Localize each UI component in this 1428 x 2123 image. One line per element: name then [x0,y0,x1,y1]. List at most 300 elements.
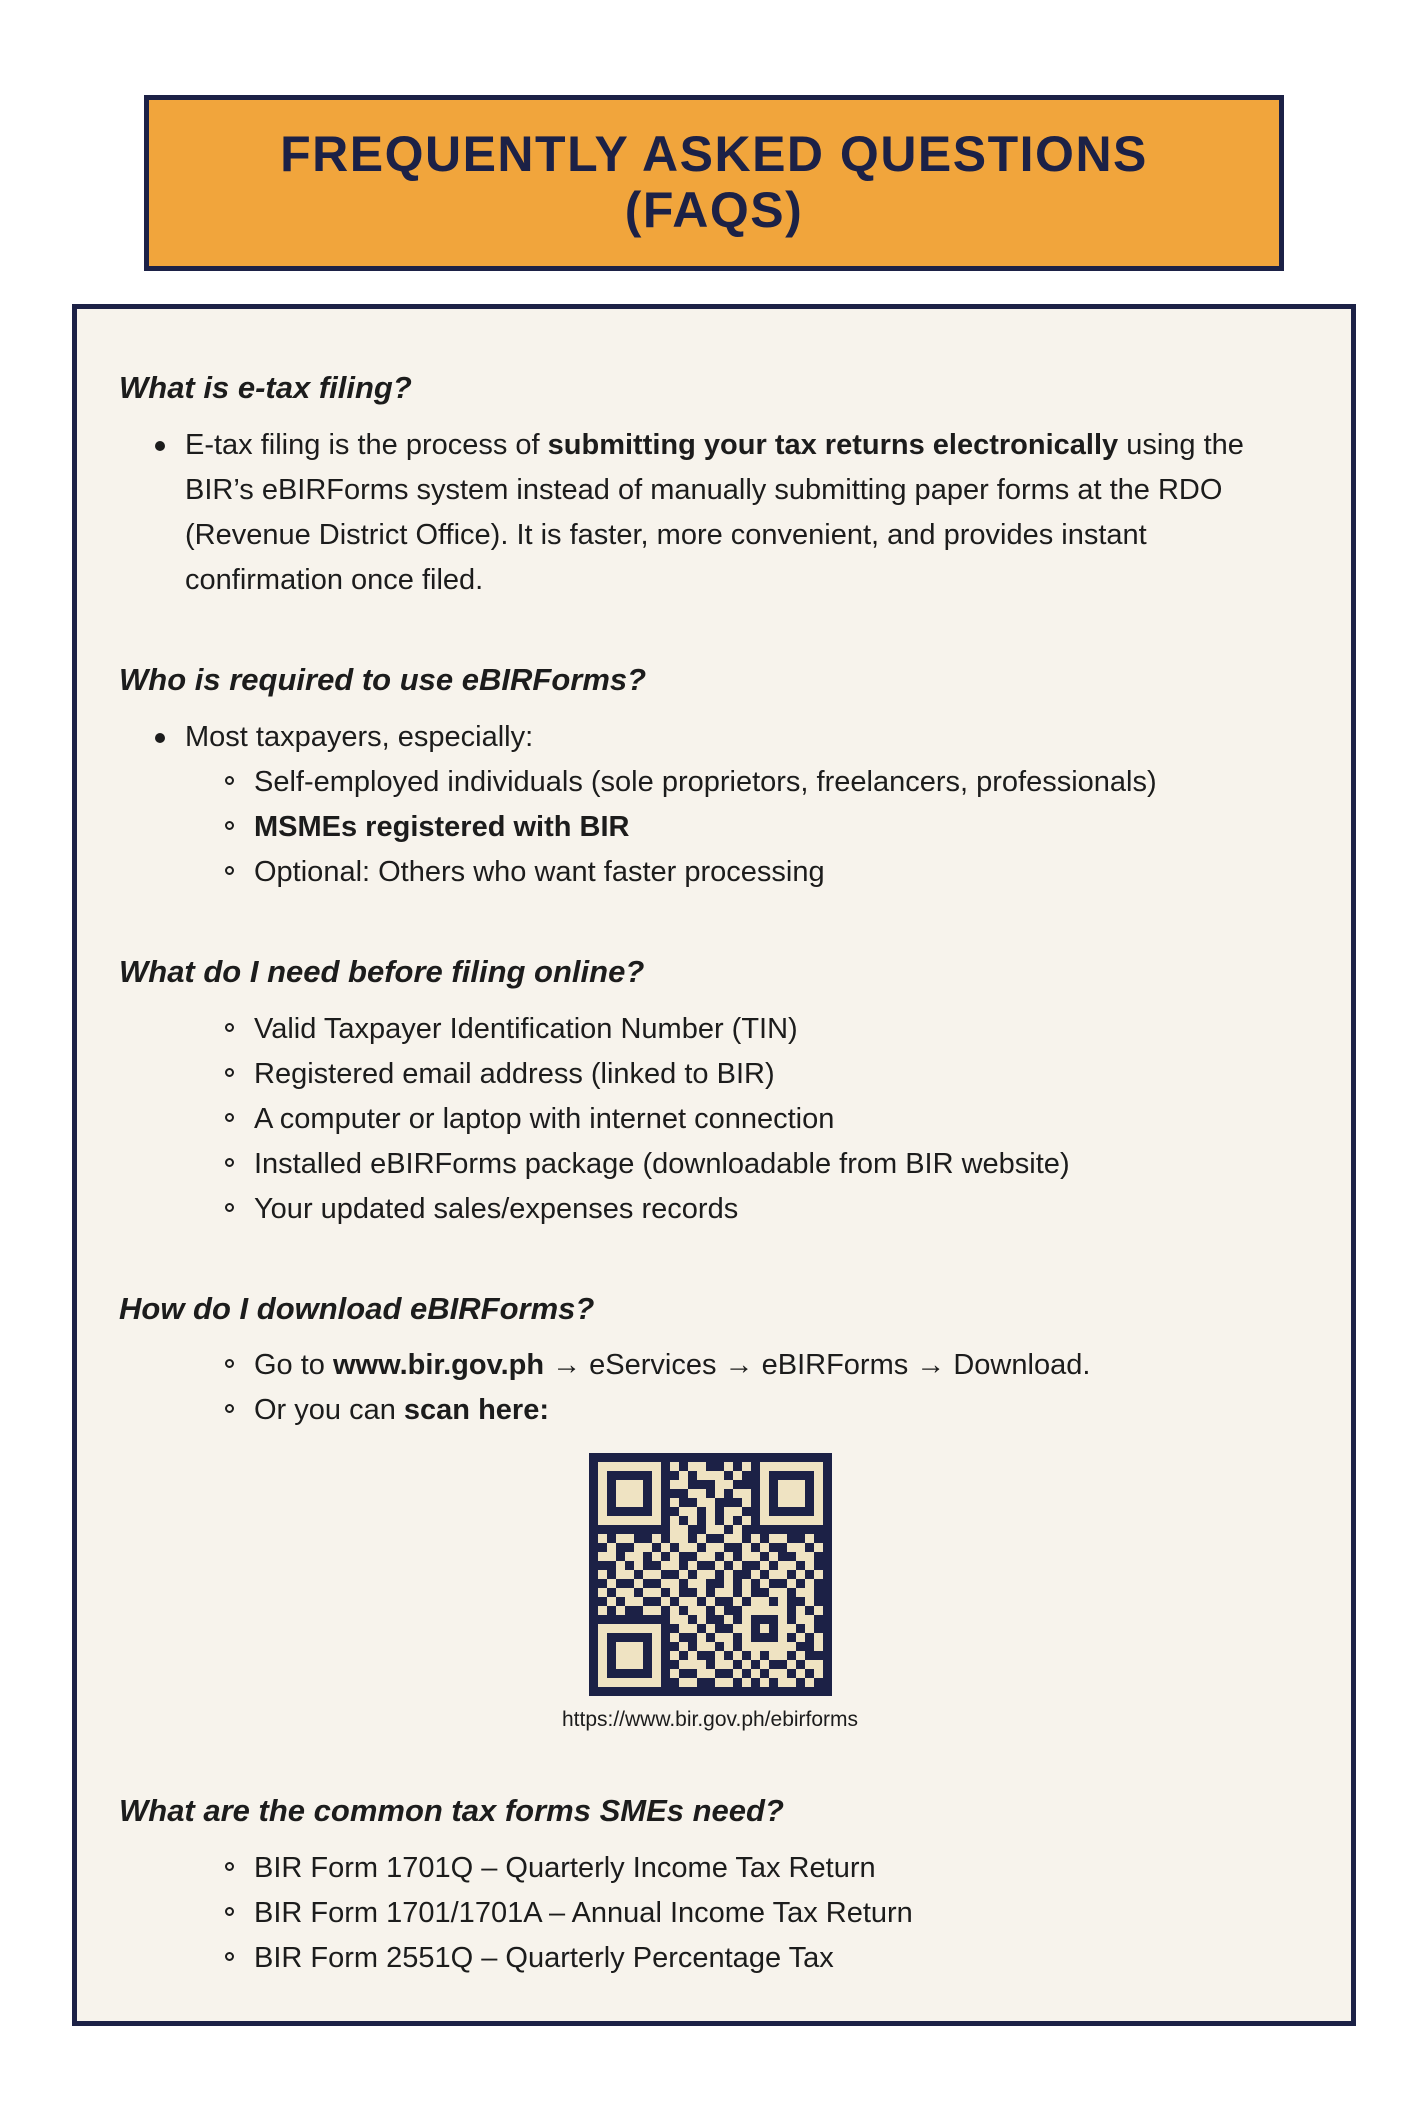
qr-module [625,1651,634,1660]
qr-module [670,1579,679,1588]
qr-module [697,1624,706,1633]
qr-module [679,1579,688,1588]
faq-section [119,1288,1301,1734]
qr-module [625,1633,634,1642]
qr-module [733,1633,742,1642]
qr-module [805,1660,814,1669]
qr-module [778,1615,787,1624]
qr-module [805,1579,814,1588]
qr-module [697,1579,706,1588]
qr-module [643,1597,652,1606]
qr-module [742,1561,751,1570]
faq-heading: What do I need before filing online? [119,953,645,989]
qr-module [796,1615,805,1624]
qr-module [661,1498,670,1507]
qr-module [688,1615,697,1624]
qr-module [661,1651,670,1660]
qr-module [616,1579,625,1588]
qr-module [607,1678,616,1687]
qr-module [760,1579,769,1588]
qr-module [715,1678,724,1687]
qr-module [805,1516,814,1525]
qr-module [742,1516,751,1525]
qr-module [796,1516,805,1525]
page [0,95,1428,2123]
qr-module [733,1579,742,1588]
qr-module [787,1570,796,1579]
qr-module [607,1642,616,1651]
qr-module [814,1498,823,1507]
qr-module [805,1543,814,1552]
qr-module [787,1561,796,1570]
qr-module [760,1570,769,1579]
qr-module [760,1516,769,1525]
qr-module [769,1552,778,1561]
qr-module [634,1498,643,1507]
qr-module [760,1480,769,1489]
faq-section [119,951,1301,1232]
qr-module [670,1606,679,1615]
qr-module [814,1480,823,1489]
qr-module [697,1678,706,1687]
qr-module [625,1579,634,1588]
qr-module [697,1615,706,1624]
qr-module [688,1588,697,1597]
qr-module [706,1660,715,1669]
qr-module [769,1498,778,1507]
qr-module [634,1552,643,1561]
qr-module [688,1606,697,1615]
qr-module [724,1489,733,1498]
qr-module [742,1606,751,1615]
qr-module [796,1534,805,1543]
qr-module [643,1489,652,1498]
qr-module [769,1507,778,1516]
qr-module [688,1624,697,1633]
qr-module [643,1669,652,1678]
qr-module [661,1678,670,1687]
qr-module [697,1570,706,1579]
qr-module [733,1660,742,1669]
qr-module [598,1507,607,1516]
banner-title-line1: FREQUENTLY ASKED QUESTIONS [280,126,1148,182]
qr-module [805,1642,814,1651]
qr-module [715,1471,724,1480]
qr-module [679,1651,688,1660]
qr-module [787,1615,796,1624]
qr-module [706,1606,715,1615]
qr-module [805,1462,814,1471]
qr-module [733,1489,742,1498]
qr-module [670,1642,679,1651]
qr-module [724,1606,733,1615]
qr-module [760,1660,769,1669]
qr-module [661,1570,670,1579]
qr-module [733,1624,742,1633]
list-item-text: E-tax filing is the process of submitting your tax returns electronically using the BIR’s eBIRForms system instead of manually submitting paper forms at the RDO (Revenue District Office). It is faster, more convenient, and provides instant confirmation once filed. [185,428,1244,596]
qr-module [625,1462,634,1471]
list-item-text: Self-employed individuals (sole proprietors, freelancers, professionals) [254,765,1157,798]
qr-module [715,1597,724,1606]
qr-module [715,1606,724,1615]
qr-module [679,1642,688,1651]
qr-module [607,1651,616,1660]
qr-module [598,1615,607,1624]
qr-module [814,1633,823,1642]
qr-module [670,1534,679,1543]
qr-module [670,1633,679,1642]
qr-module [706,1669,715,1678]
qr-module [706,1543,715,1552]
list-item-text: Installed eBIRForms package (downloadable from BIR website) [254,1147,1070,1180]
qr-module [733,1597,742,1606]
qr-module [661,1516,670,1525]
qr-module [607,1480,616,1489]
qr-module [688,1462,697,1471]
qr-module [625,1597,634,1606]
qr-module [616,1462,625,1471]
qr-module [688,1516,697,1525]
qr-module [769,1678,778,1687]
qr-module [769,1606,778,1615]
qr-module [760,1498,769,1507]
qr-module [724,1561,733,1570]
qr-module [724,1471,733,1480]
qr-module [751,1561,760,1570]
qr-module [724,1516,733,1525]
qr-module [616,1471,625,1480]
qr-module [634,1516,643,1525]
qr-module [688,1534,697,1543]
qr-module [706,1552,715,1561]
qr-module [625,1678,634,1687]
qr-module [706,1570,715,1579]
qr-module [787,1588,796,1597]
qr-module [688,1669,697,1678]
qr-module [652,1534,661,1543]
qr-module [616,1678,625,1687]
qr-module [742,1642,751,1651]
qr-module [697,1552,706,1561]
qr-module [706,1507,715,1516]
qr-module [625,1543,634,1552]
qr-module [715,1669,724,1678]
qr-module [733,1615,742,1624]
qr-module [796,1633,805,1642]
qr-module [715,1534,724,1543]
qr-module [733,1507,742,1516]
qr-module [778,1660,787,1669]
qr-module [598,1570,607,1579]
qr-module [607,1588,616,1597]
qr-module [679,1570,688,1579]
qr-module [787,1471,796,1480]
qr-module [697,1516,706,1525]
qr-module [769,1624,778,1633]
qr-module [769,1633,778,1642]
qr-module [643,1579,652,1588]
qr-module [661,1615,670,1624]
qr-module [607,1489,616,1498]
qr-module [670,1615,679,1624]
qr-module [814,1570,823,1579]
qr-module [643,1642,652,1651]
qr-module [670,1507,679,1516]
qr-module [661,1588,670,1597]
bullet-circle-icon [225,1907,234,1916]
qr-module [688,1507,697,1516]
qr-module [652,1669,661,1678]
qr-module [751,1480,760,1489]
qr-module [706,1678,715,1687]
qr-module [634,1507,643,1516]
qr-module [814,1615,823,1624]
qr-module [634,1480,643,1489]
qr-module [814,1597,823,1606]
qr-module [796,1462,805,1471]
bullet-circle-icon [225,866,234,875]
qr-module [733,1471,742,1480]
qr-module [787,1624,796,1633]
qr-module [679,1660,688,1669]
qr-module [706,1462,715,1471]
qr-module [814,1489,823,1498]
qr-module [643,1471,652,1480]
qr-module [733,1516,742,1525]
qr-module [607,1462,616,1471]
qr-module [679,1543,688,1552]
qr-module [805,1480,814,1489]
qr-module [814,1516,823,1525]
qr-module [805,1615,814,1624]
qr-module [805,1561,814,1570]
qr-module [670,1543,679,1552]
banner-title-line2: (FAQS) [624,182,804,238]
list-item [225,1142,1301,1187]
qr-module [760,1606,769,1615]
qr-module [688,1597,697,1606]
qr-module [643,1534,652,1543]
qr-module [598,1543,607,1552]
qr-module [607,1615,616,1624]
list-item [225,805,1301,850]
qr-module [778,1561,787,1570]
qr-module [751,1633,760,1642]
qr-module [814,1588,823,1597]
qr-module [742,1489,751,1498]
qr-module [760,1615,769,1624]
qr-module [697,1525,706,1534]
qr-module [679,1597,688,1606]
qr-module [787,1543,796,1552]
qr-module [814,1552,823,1561]
qr-module [598,1633,607,1642]
qr-module [796,1471,805,1480]
qr-module [742,1588,751,1597]
qr-module [625,1570,634,1579]
qr-module [607,1570,616,1579]
qr-module [616,1624,625,1633]
qr-module [706,1597,715,1606]
qr-module [787,1633,796,1642]
qr-module [643,1480,652,1489]
qr-module [697,1543,706,1552]
qr-module [787,1669,796,1678]
qr-module [724,1660,733,1669]
qr-module [733,1498,742,1507]
qr-module [706,1561,715,1570]
qr-module [607,1525,616,1534]
qr-module [652,1579,661,1588]
qr-module [796,1552,805,1561]
qr-module [688,1651,697,1660]
qr-module [697,1471,706,1480]
qr-module [652,1543,661,1552]
qr-module [616,1534,625,1543]
bullet-circle-icon [225,821,234,830]
qr-module [616,1543,625,1552]
faq-sections [119,367,1301,1981]
qr-module [670,1498,679,1507]
qr-module [706,1534,715,1543]
qr-module [787,1498,796,1507]
qr-module [778,1480,787,1489]
qr-module [814,1579,823,1588]
qr-module [607,1669,616,1678]
qr-module [643,1588,652,1597]
qr-module [769,1597,778,1606]
qr-module [625,1660,634,1669]
qr-module [814,1525,823,1534]
qr-module [634,1570,643,1579]
qr-module [751,1498,760,1507]
qr-module [769,1516,778,1525]
qr-module [751,1624,760,1633]
qr-module [769,1570,778,1579]
qr-module [787,1462,796,1471]
qr-module [751,1543,760,1552]
qr-module [733,1534,742,1543]
qr-module [769,1534,778,1543]
qr-module [634,1579,643,1588]
qr-module [679,1678,688,1687]
qr-module [616,1633,625,1642]
qr-module [625,1642,634,1651]
qr-module [760,1552,769,1561]
qr-module [706,1633,715,1642]
qr-code [589,1453,832,1696]
qr-module [778,1498,787,1507]
qr-module [715,1552,724,1561]
qr-module [751,1588,760,1597]
qr-module [796,1543,805,1552]
qr-module [733,1588,742,1597]
qr-module [598,1642,607,1651]
qr-module [787,1552,796,1561]
qr-module [607,1606,616,1615]
qr-module [724,1480,733,1489]
qr-module [805,1588,814,1597]
qr-module [742,1660,751,1669]
qr-module [598,1471,607,1480]
qr-module [670,1651,679,1660]
qr-module [760,1588,769,1597]
qr-module [742,1570,751,1579]
qr-module [706,1642,715,1651]
qr-module [787,1507,796,1516]
bullet-circle-icon [225,1862,234,1871]
qr-module [805,1534,814,1543]
qr-module [805,1651,814,1660]
list-item [225,1097,1301,1142]
qr-module [787,1480,796,1489]
qr-module [805,1624,814,1633]
qr-module [652,1561,661,1570]
qr-module [616,1516,625,1525]
qr-module [715,1615,724,1624]
qr-module [814,1678,823,1687]
qr-module [778,1507,787,1516]
bullet-circle-icon [225,1203,234,1212]
qr-module [778,1516,787,1525]
qr-module [751,1534,760,1543]
qr-module [634,1489,643,1498]
qr-module [751,1669,760,1678]
qr-module [661,1633,670,1642]
qr-module [697,1480,706,1489]
qr-module [751,1678,760,1687]
qr-module [778,1462,787,1471]
qr-module [715,1516,724,1525]
qr-module [625,1624,634,1633]
qr-module [814,1651,823,1660]
qr-module [769,1579,778,1588]
qr-module [625,1507,634,1516]
qr-module [742,1552,751,1561]
qr-module [679,1561,688,1570]
qr-module [688,1678,697,1687]
qr-module [679,1498,688,1507]
qr-module [769,1480,778,1489]
qr-module [625,1606,634,1615]
qr-module [814,1507,823,1516]
qr-module [652,1552,661,1561]
qr-module [796,1489,805,1498]
qr-module [670,1525,679,1534]
qr-module [598,1678,607,1687]
qr-module [787,1579,796,1588]
qr-module [616,1480,625,1489]
qr-module [688,1633,697,1642]
qr-module [652,1489,661,1498]
qr-module [733,1525,742,1534]
qr-module [643,1624,652,1633]
qr-module [805,1633,814,1642]
qr-module [769,1615,778,1624]
qr-module [634,1624,643,1633]
qr-module [751,1507,760,1516]
qr-module [769,1660,778,1669]
qr-module [688,1570,697,1579]
qr-module [661,1669,670,1678]
faq-section [119,367,1301,603]
qr-module [616,1489,625,1498]
qr-module [688,1552,697,1561]
qr-wrap [589,1453,832,1696]
qr-module [796,1624,805,1633]
qr-module [634,1660,643,1669]
qr-module [652,1516,661,1525]
